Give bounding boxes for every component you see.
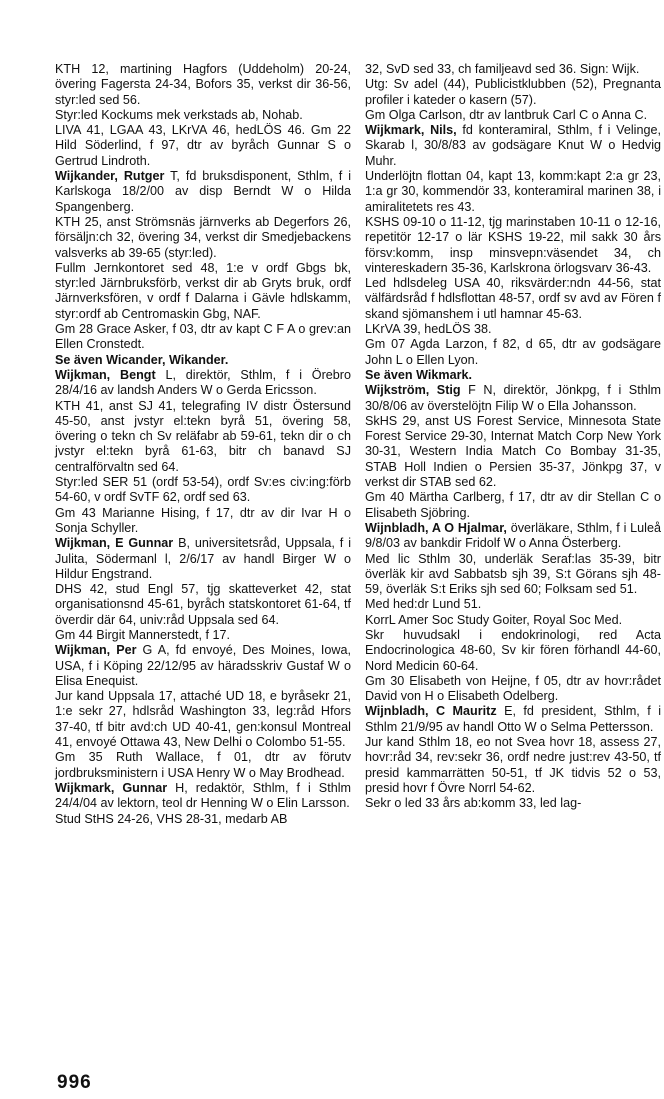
entry-text: Underlöjtn flottan 04, kapt 13, komm:kapt 2:a gr 23, 1:a gr 30, kommendör 33, konteramiral marinen 38, i amiralitetets res 43. <box>365 169 661 214</box>
entry-text: G A, fd envoyé, Des Moines, Iowa, USA, f i Köping 22/12/95 av häradsskriv Gustaf W o Elisa Enequist. <box>55 643 351 688</box>
right-column <box>365 62 661 812</box>
entry-text: Skr huvudsakl i endokrinologi, red Acta Endocrinologica 48-60, Sv kir fören förhandl 44-60, Nord Medicin 60-64. <box>365 627 661 673</box>
entry-text: Led hdlsdeleg USA 40, riksvärder:ndn 44-56, stat välfärdsråd f hdlsflottan 48-57, ordf sv avd av Fören f skand sjömanshem i utl hamnar 45-63. <box>365 276 661 321</box>
entry-paragraph <box>55 261 351 322</box>
entry-text: L, direktör, Sthlm, f i Örebro 28/4/16 av landsh Anders W o Gerda Ericsson. <box>55 367 351 398</box>
entry-paragraph <box>365 383 661 414</box>
entry-text: Med lic Sthlm 30, underläk Seraf:las 35-39, bitr överläk kir avd Sabbatsb sjh 39, S:t Görans sjh 48-59, överläk S:t Eriks sjh sed 60; Folksam sed 51. <box>365 551 661 597</box>
entry-text: SkHS 29, anst US Forest Service, Minnesota State Forest Service 29-30, Internat Match Corp New York 30-31, Western India Match Co Bombay 31-35, STAB Holl Indien o Persien 35-37, Jönkpg 37, v verkst dir STAB sed 62. <box>365 413 661 490</box>
entry-name: Wijnbladh, A O Hjalmar, <box>365 520 507 535</box>
entry-text: H, redaktör, Sthlm, f i Sthlm 24/4/04 av lektorn, teol dr Henning W o Elin Larsson. <box>55 780 351 811</box>
entry-text: Se även Wikmark. <box>365 367 472 382</box>
entry-paragraph <box>55 399 351 475</box>
entry-paragraph <box>365 704 661 735</box>
entry-text: Se även Wicander, Wikander. <box>55 352 229 367</box>
entry-paragraph <box>365 490 661 521</box>
entry-paragraph <box>55 506 351 537</box>
entry-text: DHS 42, stud Engl 57, tjg skatteverket 42, stat organisationsnd 45-61, byråch statskontoret 61-64, tf överdir där 64, univ:råd Uppsala sed 64. <box>55 582 351 627</box>
entry-text: F N, direktör, Jönkpg, f i Sthlm 30/8/06 av överstelöjtn Filip W o Ella Johansson. <box>365 383 661 413</box>
entry-text: Gm 40 Märtha Carlberg, f 17, dtr av dir Stellan C o Elisabeth Sjöbring. <box>365 490 661 520</box>
entry-text: KTH 41, anst SJ 41, telegrafing IV distr Östersund 45-50, anst jvstyr el:tekn byrå 51, övering 58, övering o tekn ch Sv reläfabr ab 59-61, tekn dir o ch jvstyr el:tekn byrå 61-63, bitr ch banavd SJ centralförvaltn sed 64. <box>55 398 351 474</box>
entry-text: LKrVA 39, hedLÖS 38. <box>365 322 492 337</box>
entry-paragraph <box>365 169 661 215</box>
left-column <box>55 62 351 827</box>
entry-name: Wijkman, Per <box>55 643 137 658</box>
entry-paragraph <box>365 613 661 628</box>
entry-text: Sekr o led 33 års ab:komm 33, led lag- <box>365 796 582 811</box>
entry-text: Jur kand Uppsala 17, attaché UD 18, e byråsekr 21, 1:e sekr 27, hdlsråd Washington 33, leg:råd Hfors 37-40, tf bitr avd:ch UD 40-41, gen:konsul Montreal 41, envoyé Ottawa 43, New Delhi o Colombo 51-55. <box>55 689 351 750</box>
entry-paragraph <box>365 368 661 383</box>
entry-paragraph <box>55 643 351 689</box>
entry-text: T, fd bruksdisponent, Sthlm, f i Karlskoga 18/2/00 av disp Berndt W o Hilda Spangenberg. <box>55 169 351 214</box>
entry-name: Wijkström, Stig <box>365 383 461 398</box>
entry-paragraph <box>365 123 661 169</box>
entry-name: Wijkmark, Nils, <box>365 123 457 138</box>
entry-text: Gm 28 Grace Asker, f 03, dtr av kapt C F A o grev:an Ellen Cronstedt. <box>55 322 351 352</box>
entry-paragraph <box>55 368 351 399</box>
entry-text: E, fd president, Sthlm, f i Sthlm 21/9/95 av handl Otto W o Selma Pettersson. <box>365 704 661 734</box>
entry-text: KSHS 09-10 o 11-12, tjg marinstaben 10-11 o 12-16, repetitör 12-17 o lär KSHS 19-22, mil sakk 30 års försv:komm, insp minsvepn:väsendet 34, ch vintereskadern 35-36, Karlskrona örlogsvarv 36-43. <box>365 214 661 275</box>
entry-paragraph <box>365 322 661 337</box>
entry-text: överläkare, Sthlm, f i Luleå 9/8/03 av bankdir Fridolf W o Anna Österberg. <box>365 520 661 551</box>
entry-text: KorrL Amer Soc Study Goiter, Royal Soc Med. <box>365 612 623 627</box>
page-number: 996 <box>57 1072 92 1093</box>
entry-paragraph <box>365 337 661 368</box>
entry-paragraph <box>55 353 351 368</box>
entry-paragraph <box>365 276 661 322</box>
entry-name: Wijkander, Rutger <box>55 169 165 184</box>
entry-text: Gm 35 Ruth Wallace, f 01, dtr av förutv jordbruksministern i USA Henry W o May Brodhead. <box>55 750 351 780</box>
entry-text: KTH 25, anst Strömsnäs järnverks ab Degerfors 26, försäljn:ch 32, övering 34, verkst dir Smedjebackens valsverks ab 39-65 (styr:led). <box>55 214 351 260</box>
entry-name: Wijkman, E Gunnar <box>55 536 174 551</box>
entry-paragraph <box>365 674 661 705</box>
entry-text: Gm 44 Birgit Mannerstedt, f 17. <box>55 627 230 642</box>
entry-paragraph <box>55 215 351 261</box>
entry-name: Wijkmark, Gunnar <box>55 780 168 795</box>
entry-paragraph <box>365 735 661 796</box>
entry-paragraph <box>55 123 351 169</box>
entry-text: 32, SvD sed 33, ch familjeavd sed 36. Sign: Wijk. <box>365 62 640 76</box>
entry-text: fd konteramiral, Sthlm, f i Velinge, Skarab l, 30/8/83 av godsägare Knut W o Hedvig Muhr. <box>365 123 661 168</box>
entry-paragraph <box>365 521 661 552</box>
entry-text: Stud StHS 24-26, VHS 28-31, medarb AB <box>55 811 288 826</box>
entry-text: Gm 07 Agda Larzon, f 82, d 65, dtr av godsägare John L o Ellen Lyon. <box>365 337 661 367</box>
entry-text: B, universitetsråd, Uppsala, f i Julita, Södermanl l, 2/6/17 av handl Birger W o Hildur Engstrand. <box>55 536 351 581</box>
entry-text: Gm 30 Elisabeth von Heijne, f 05, dtr av hovr:rådet David von H o Elisabeth Odelberg. <box>365 673 661 704</box>
entry-paragraph <box>55 62 351 108</box>
entry-name: Wijnbladh, C Mauritz <box>365 704 497 719</box>
entry-paragraph <box>55 169 351 215</box>
entry-text: KTH 12, martining Hagfors (Uddeholm) 20-24, övering Fagersta 24-34, Bofors 35, verkst dir 36-56, styr:led sed 56. <box>55 62 351 107</box>
entry-paragraph <box>55 781 351 812</box>
entry-text: Jur kand Sthlm 18, eo not Svea hovr 18, assess 27, hovr:råd 34, rev:sekr 36, ordf nedre just:rev 43-50, tf presid kammarrätten 50-51, tf JK tidvis 52 o 53, presid hovr f Övre Norrl 54-62. <box>365 735 661 795</box>
entry-paragraph <box>55 812 351 827</box>
entry-paragraph <box>365 77 661 108</box>
entry-text: Med hed:dr Lund 51. <box>365 597 482 612</box>
entry-text: Styr:led Kockums mek verkstads ab, Nohab. <box>55 107 303 122</box>
entry-paragraph <box>55 536 351 582</box>
entry-paragraph <box>365 628 661 674</box>
entry-text: Fullm Jernkontoret sed 48, 1:e v ordf Gbgs bk, styr:led Järnbruksförb, verkst dir ab Gryts bruk, ordf Järnverksfören, v ordf f Dalarna i Gävle hdlskamm, styr:ordf ab Centromaskin Gbg, NAF. <box>55 260 351 321</box>
entry-paragraph <box>55 475 351 506</box>
entry-paragraph <box>365 414 661 490</box>
entry-name: Wijkman, Bengt <box>55 367 156 382</box>
entry-text: Utg: Sv adel (44), Publicistklubben (52), Pregnanta profiler i kateder o kasern (57). <box>365 77 661 107</box>
entry-paragraph <box>55 689 351 750</box>
entry-paragraph <box>55 582 351 628</box>
entry-paragraph <box>365 108 661 123</box>
entry-text: Gm Olga Carlson, dtr av lantbruk Carl C o Anna C. <box>365 107 648 122</box>
entry-paragraph <box>365 215 661 276</box>
entry-paragraph <box>55 322 351 353</box>
entry-paragraph <box>55 628 351 643</box>
entry-paragraph <box>365 552 661 598</box>
entry-paragraph <box>55 750 351 781</box>
entry-paragraph <box>55 108 351 123</box>
entry-paragraph <box>365 796 661 811</box>
entry-paragraph <box>365 62 661 77</box>
entry-paragraph <box>365 597 661 612</box>
entry-text: LIVA 41, LGAA 43, LKrVA 46, hedLÖS 46. Gm 22 Hild Söderlind, f 97, dtr av byråch Gunnar S o Gertrud Lindroth. <box>55 123 351 168</box>
entry-text: Gm 43 Marianne Hising, f 17, dtr av dir Ivar H o Sonja Schyller. <box>55 505 351 535</box>
entry-text: Styr:led SER 51 (ordf 53-54), ordf Sv:es civ:ing:förb 54-60, v ordf SvTF 62, ordf sed 63. <box>55 475 351 505</box>
